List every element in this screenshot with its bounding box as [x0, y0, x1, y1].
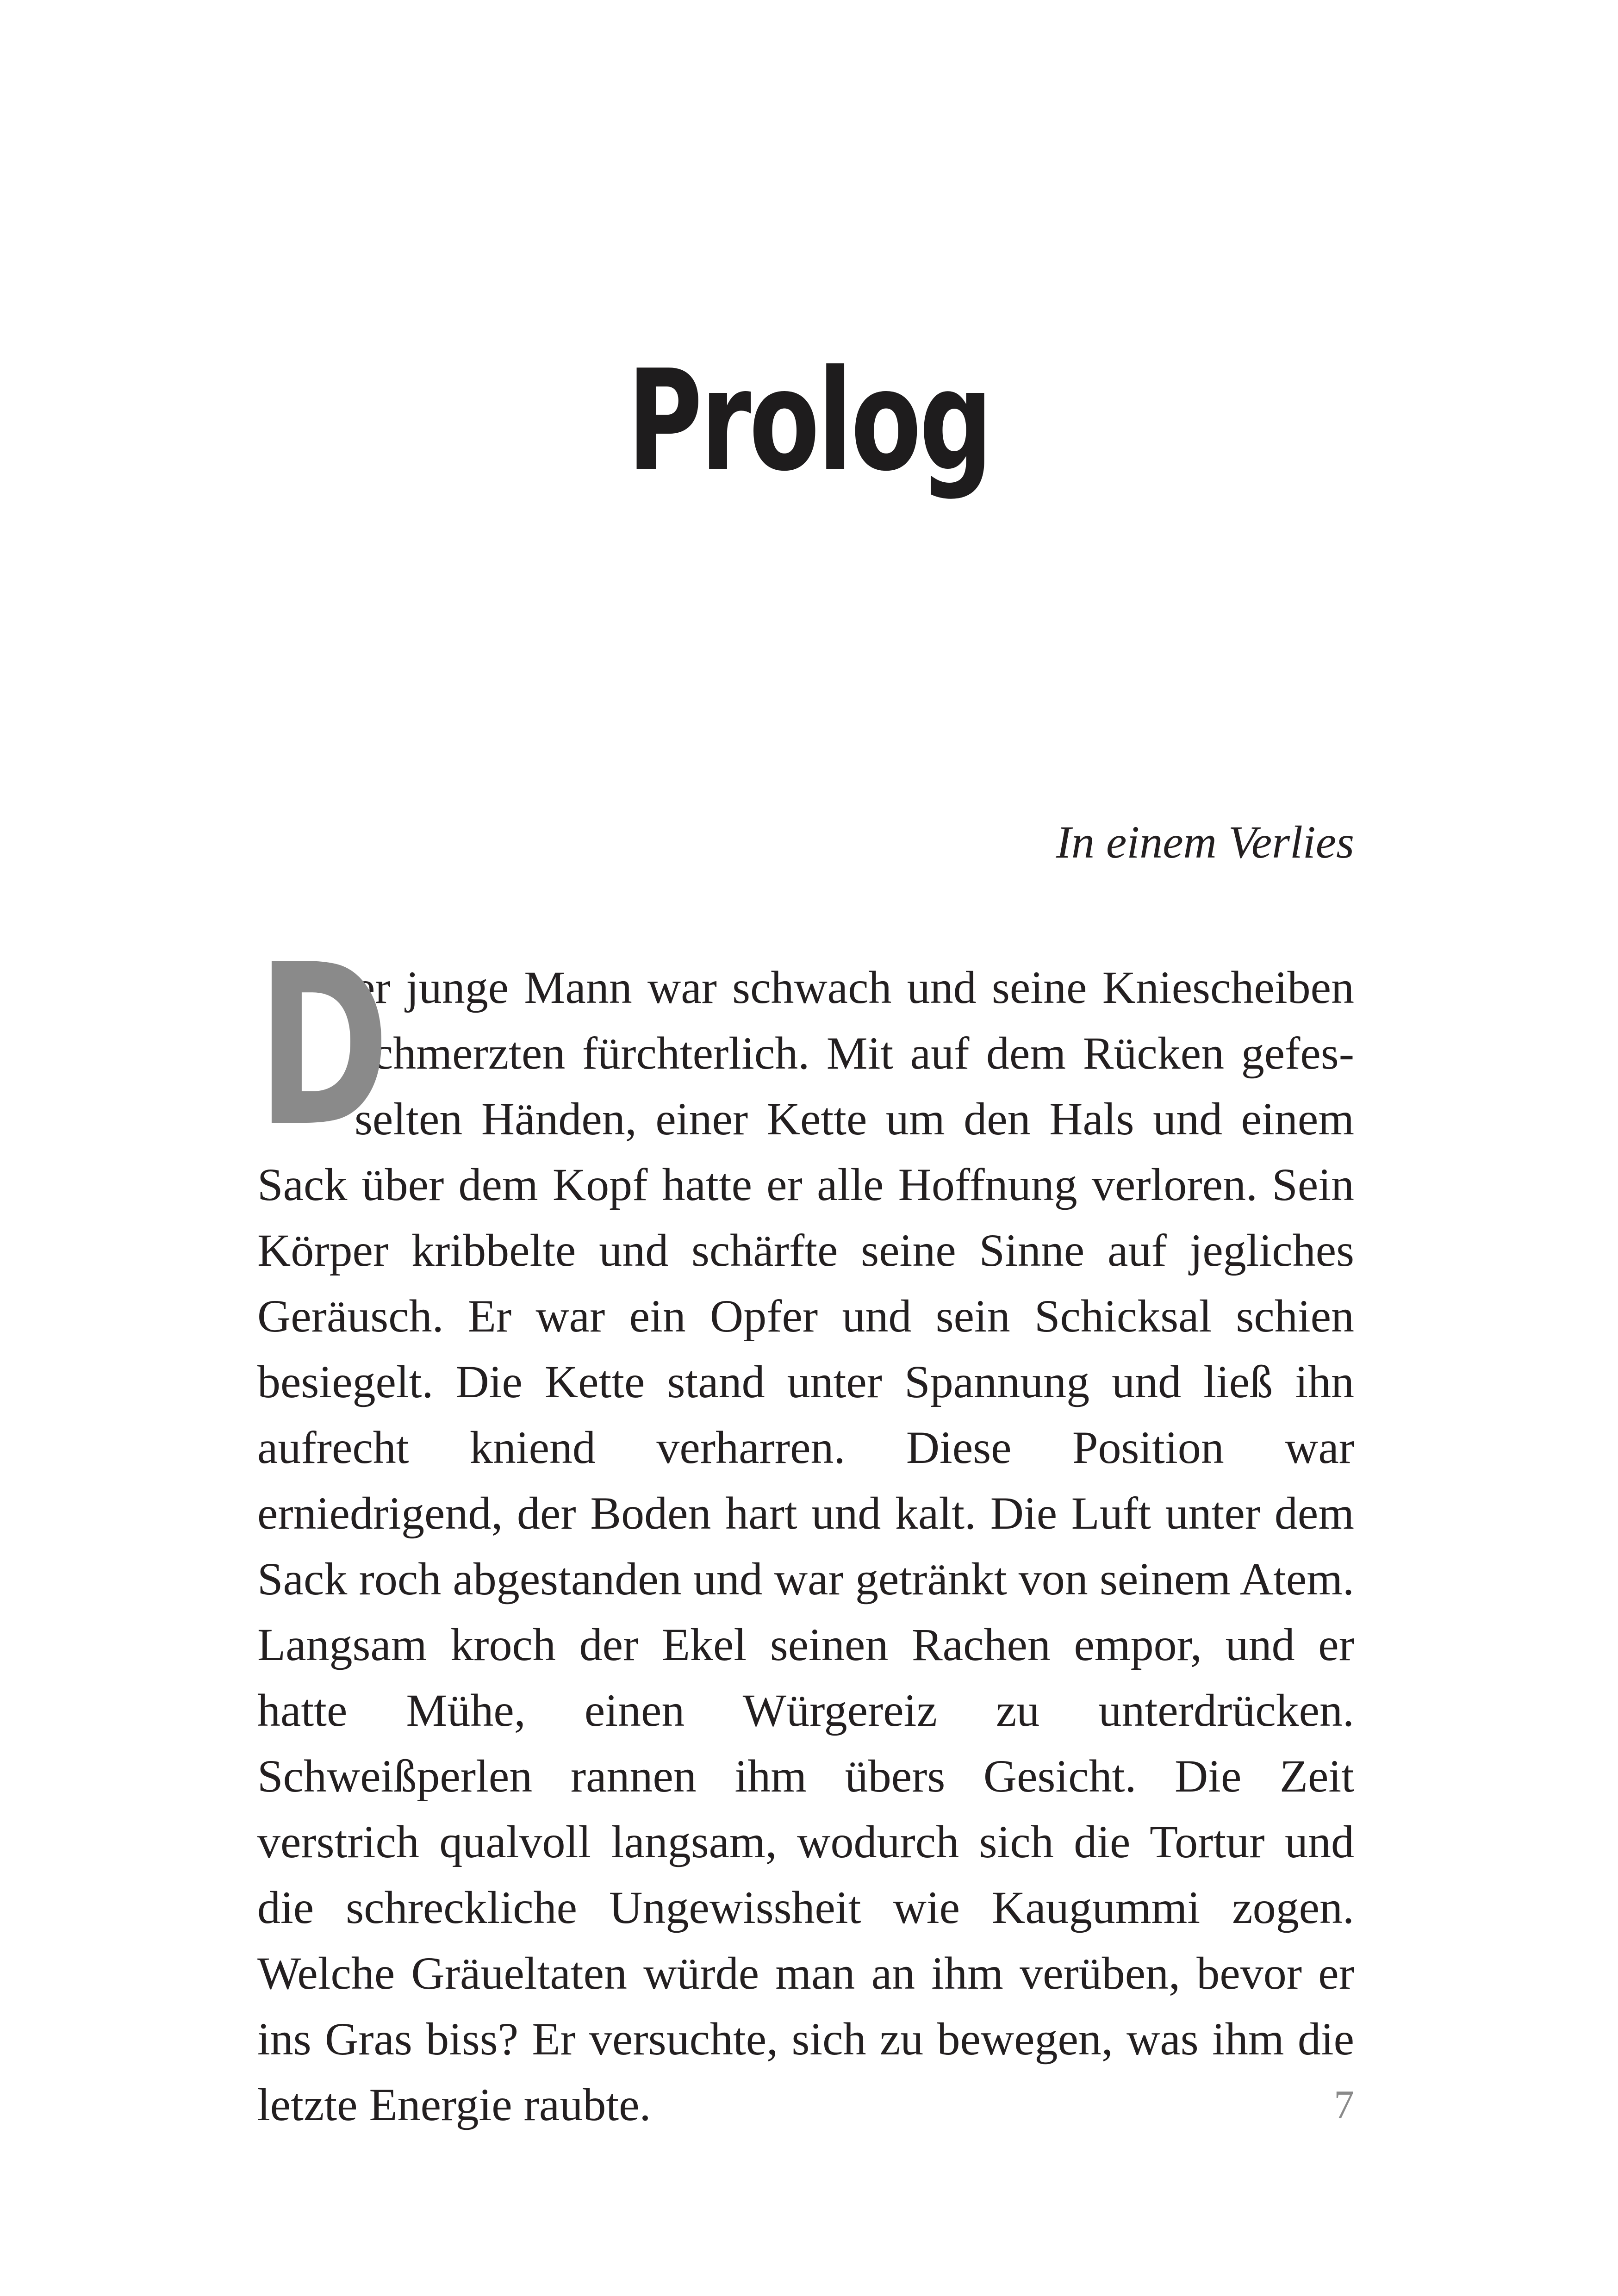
body-paragraph	[257, 917, 1354, 2138]
paragraph-text: er junge Mann war schwach und seine Kniescheiben schmerzten fürchterlich. Mit auf dem Rücken gefesselten Händen, einer Kette um den Hals und einem Sack über dem Kopf hatte er alle Hoffnung verloren. Sein Körper kribbelte und schärfte seine Sinne auf jegliches Geräusch. Er war ein Opfer und sein Schicksal schien besiegelt. Die Kette stand unter Spannung und ließ ihn aufrecht kniend verharren. Diese Position war erniedrigend, der Boden hart und kalt. Die Luft unter dem Sack roch abgestanden und war getränkt von seinem Atem. Langsam kroch der Ekel seinen Rachen empor, und er hatte Mühe, einen Würgereiz zu unterdrücken. Schweißperlen rannen ihm übers Gesicht. Die Zeit verstrich qualvoll langsam, wodurch sich die Tortur und die schreckliche Ungewissheit wie Kaugummi zogen. Welche Gräueltaten würde man an ihm verüben, bevor er ins Gras biss? Er versuchte, sich zu bewegen, was ihm die letzte Energie raubte.	[257, 962, 1354, 2130]
chapter-subtitle: In einem Verlies	[1056, 816, 1354, 868]
page-number: 7	[1334, 2083, 1354, 2128]
chapter-title: Prolog	[627, 340, 991, 502]
drop-cap	[257, 917, 390, 1176]
drop-cap-letter: D	[257, 917, 390, 1176]
